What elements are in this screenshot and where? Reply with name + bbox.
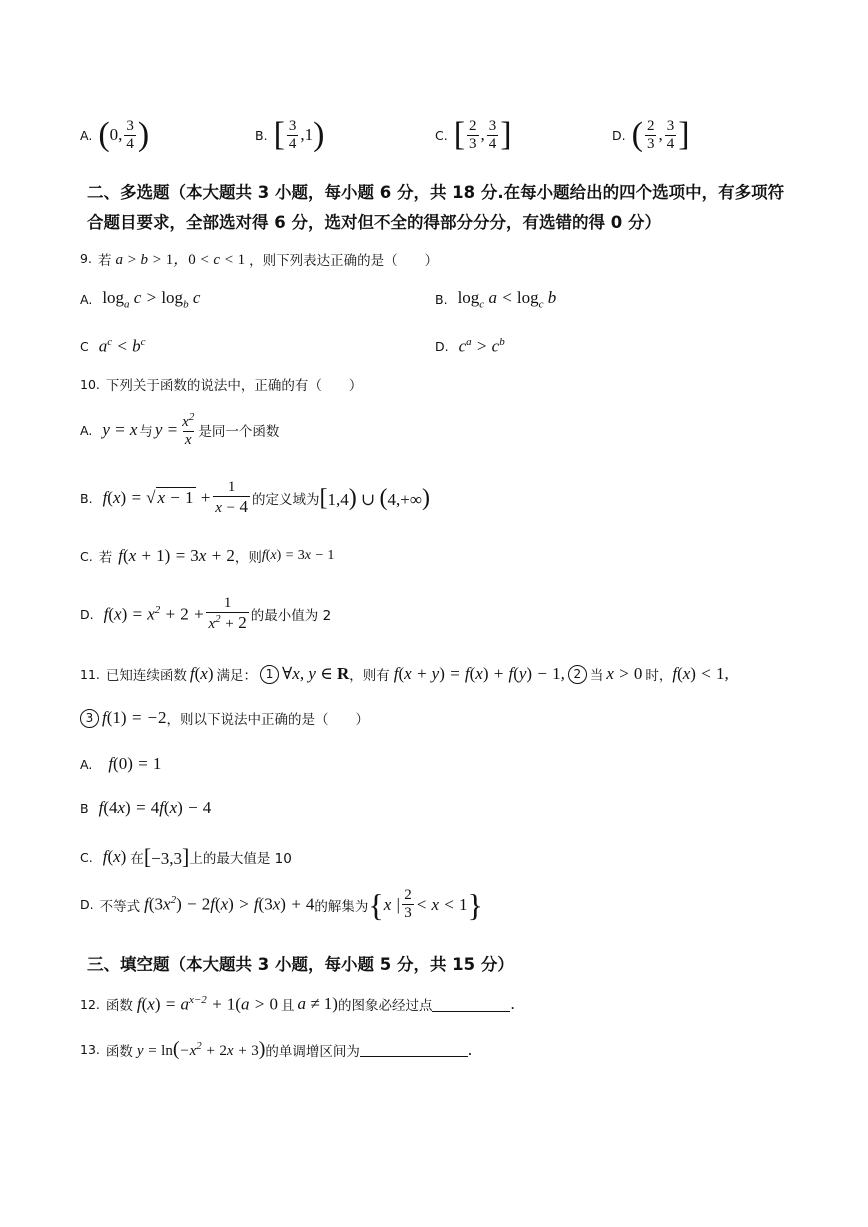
option-label: B. xyxy=(255,127,268,143)
q11-option-c[interactable]: C. f(x) 在 [−3,3] 上的最大值是 10 xyxy=(80,844,292,869)
q10-stem: 10. 下列关于函数的说法中，正确的有（ ） xyxy=(80,376,363,394)
q11-stem-line2: 3 f(1) = −2 ，则以下说法中正确的是（ ） xyxy=(80,708,369,728)
fraction: $\frac{2}{3}$ xyxy=(404,887,412,921)
section-heading-fill-in: 三、填空题（本大题共 3 小题，每小题 5 分，共 15 分） xyxy=(87,955,514,974)
q13: 13. 函数 $y = \ln(-x^2 + 2x + 3)$ 的单调增区间为 . xyxy=(80,1038,473,1060)
q9-option-b[interactable]: B. $\log_c a < \log_c b$ xyxy=(435,288,557,311)
circled-number: 2 xyxy=(568,665,587,684)
q9-option-a[interactable]: A. $\log_a c > \log_b c$ xyxy=(80,288,201,311)
fraction: $\frac{3}{4}$ xyxy=(288,117,297,152)
q10-option-d[interactable]: D. $f(x) = x^2 + 2$ + $\frac{1}{x^2 + 2}$ 的最小值为 2 xyxy=(80,595,332,632)
option-label: D. xyxy=(612,127,626,143)
q8-option-a[interactable]: A. ( 0, $\frac{3}{4}$ ) xyxy=(80,116,150,153)
option-label: C. xyxy=(435,127,448,143)
q8-option-c[interactable]: C. [ $\frac{2}{3}$ , $\frac{3}{4}$ ] xyxy=(435,116,512,153)
fraction: $\frac{2}{3}$ xyxy=(646,117,655,152)
option-label: A. xyxy=(80,127,93,143)
q9-option-d[interactable]: D. $c^a > c^b$ xyxy=(435,336,505,356)
fraction: $\frac{3}{4}$ xyxy=(488,117,497,152)
answer-blank[interactable] xyxy=(432,997,510,1012)
fraction: $\frac{1}{x^2 + 2}$ xyxy=(208,595,247,632)
fraction: $\frac{3}{4}$ xyxy=(126,117,134,152)
q10-option-c[interactable]: C. 若 f(x + 1) = 3x + 2 ，则 f(x) = 3x − 1 xyxy=(80,546,335,566)
q9-option-c[interactable]: C $a^c < b^c$ xyxy=(80,336,146,356)
section-heading-multiple-choice: 二、多选题（本大题共 3 小题，每小题 6 分，共 18 分.在每小题给出的四个选项中，有多项符合题目要求，全部选对得 6 分，选对但不全的得部分分分，有选错的得 0 分） xyxy=(87,183,785,232)
fraction: $\frac{2}{3}$ xyxy=(469,117,477,152)
q11-stem-line1: 11. 已知连续函数 f(x) 满足： 1 ∀x, y ∈ R ，则有 f(x + y) = f(x) + f(y) − 1, 2 当 x > 0 时， f(x) < 1, xyxy=(80,664,729,684)
fraction: $\frac{x^2}{x}$ xyxy=(182,411,195,448)
q8-option-b[interactable]: B. [ $\frac{3}{4}$ ,1 ) xyxy=(255,116,325,153)
q11-option-d[interactable]: D. 不等式 $f(3x^2) - 2f(x) > f(3x) + 4$ 的解集为 { x | $\frac{2}{3}$ < x < 1 } xyxy=(80,886,483,923)
q8-option-d[interactable]: D. ( $\frac{2}{3}$ , $\frac{3}{4}$ ] xyxy=(612,116,690,153)
q12: 12. 函数 $f(x) = a^{x-2} + 1(a > 0$ 且 a ≠ 1) 的图象必经过点 . xyxy=(80,994,515,1015)
fraction: $\frac{3}{4}$ xyxy=(666,117,675,152)
q11-option-a[interactable]: A. f(0) = 1 xyxy=(80,754,162,773)
fraction: $\frac{1}{x - 4}$ xyxy=(215,479,249,516)
circled-number: 1 xyxy=(260,665,279,684)
circled-number: 3 xyxy=(80,709,99,728)
q9-stem: 9. 若 a > b > 1，0 < c < 1 ，则下列表达正确的是（ ） xyxy=(80,251,439,269)
q10-option-b[interactable]: B. f(x) = √ x − 1 + $\frac{1}{x - 4}$ 的定义域为 [1,4) ∪ (4,+∞) xyxy=(80,479,431,516)
q11-option-b[interactable]: B f(4x) = 4f(x) − 4 xyxy=(80,798,212,817)
q10-option-a[interactable]: A. y = x 与 y = $\frac{x^2}{x}$ 是同一个函数 xyxy=(80,411,280,448)
answer-blank[interactable] xyxy=(360,1042,468,1057)
